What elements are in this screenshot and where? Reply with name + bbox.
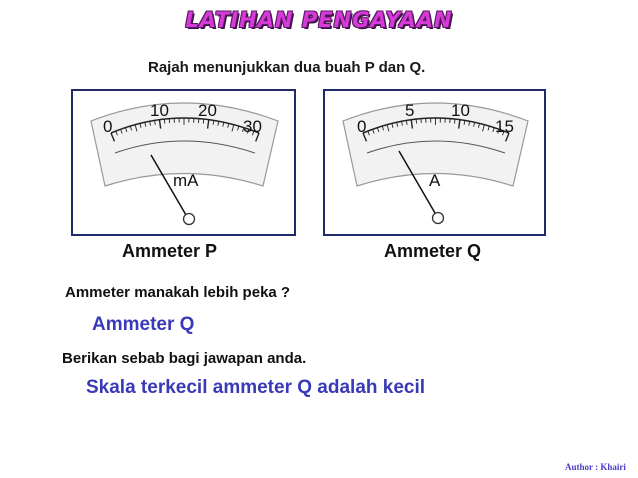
question-reason: Berikan sebab bagi jawapan anda. (62, 350, 307, 367)
scale-label-30: 30 (243, 117, 262, 136)
answer-reason: Skala terkecil ammeter Q adalah kecil (86, 377, 426, 398)
intro-text: Rajah menunjukkan dua buah P dan Q. (148, 59, 426, 76)
unit-label: A (429, 171, 441, 190)
scale-label-0: 0 (357, 117, 367, 136)
needle-pivot (184, 214, 195, 225)
scale-label-0: 0 (103, 117, 113, 136)
slide-title: LATIHAN PENGAYAAN (185, 8, 453, 32)
scale-label-10: 10 (150, 101, 169, 120)
answer-sensitivity: Ammeter Q (92, 314, 195, 335)
needle-pivot (433, 213, 444, 224)
ammeter-q-dial (325, 91, 544, 234)
question-sensitivity: Ammeter manakah lebih peka ? (65, 284, 291, 301)
scale-label-5: 5 (405, 101, 415, 120)
unit-label: mA (173, 171, 199, 190)
ammeter-p-caption: Ammeter P (122, 241, 218, 261)
scale-label-20: 20 (198, 101, 217, 120)
scale-label-10: 10 (451, 101, 470, 120)
scale-label-15: 15 (495, 117, 514, 136)
author-credit: Author : Khairi (565, 462, 626, 472)
ammeter-q-figure (323, 89, 546, 236)
ammeter-p-figure (71, 89, 296, 236)
ammeter-q-caption: Ammeter Q (384, 241, 482, 261)
ammeter-p-dial (73, 91, 294, 234)
